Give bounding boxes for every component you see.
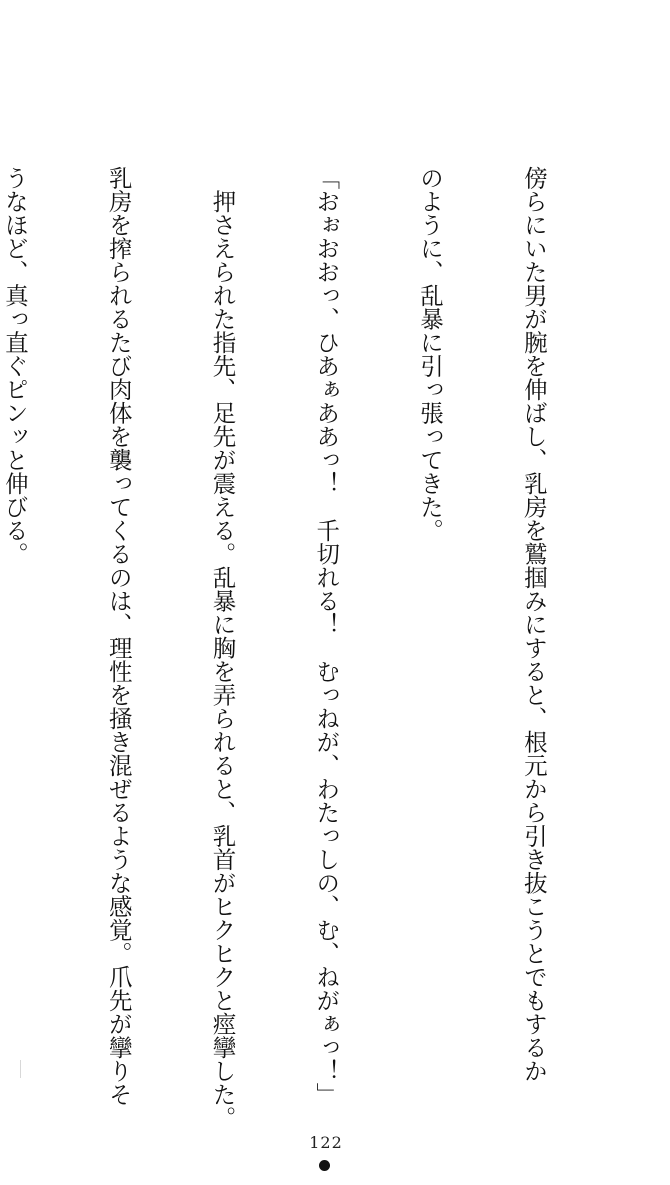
scan-edge-mark <box>20 1060 21 1078</box>
text-line: 乳房を搾られるたび肉体を襲ってくるのは、理性を掻き混ぜるような感覚。爪先が攣りそ <box>104 166 133 1106</box>
text-line: うなほど、真っ直ぐピンッと伸びる。 <box>0 166 29 566</box>
text-line: 傍らにいた男が腕を伸ばし、乳房を鷲掴みにすると、根元から引き抜こうとでもするか <box>519 166 548 1083</box>
page-marker-dot <box>319 1160 330 1171</box>
text-line: 押さえられた指先、足先が震える。乱暴に胸を弄られると、乳首がヒクヒクと痙攣した。 <box>208 166 237 1130</box>
body-text <box>0 166 620 1130</box>
page-number: 122 <box>309 1133 343 1152</box>
text-line: のように、乱暴に引っ張ってきた。 <box>416 166 445 542</box>
text-line: 「おぉおおっ、ひあぁああっ！ 千切れる！ むっねが、わたっしの、む、ねがぁっ！」 <box>312 166 341 1106</box>
